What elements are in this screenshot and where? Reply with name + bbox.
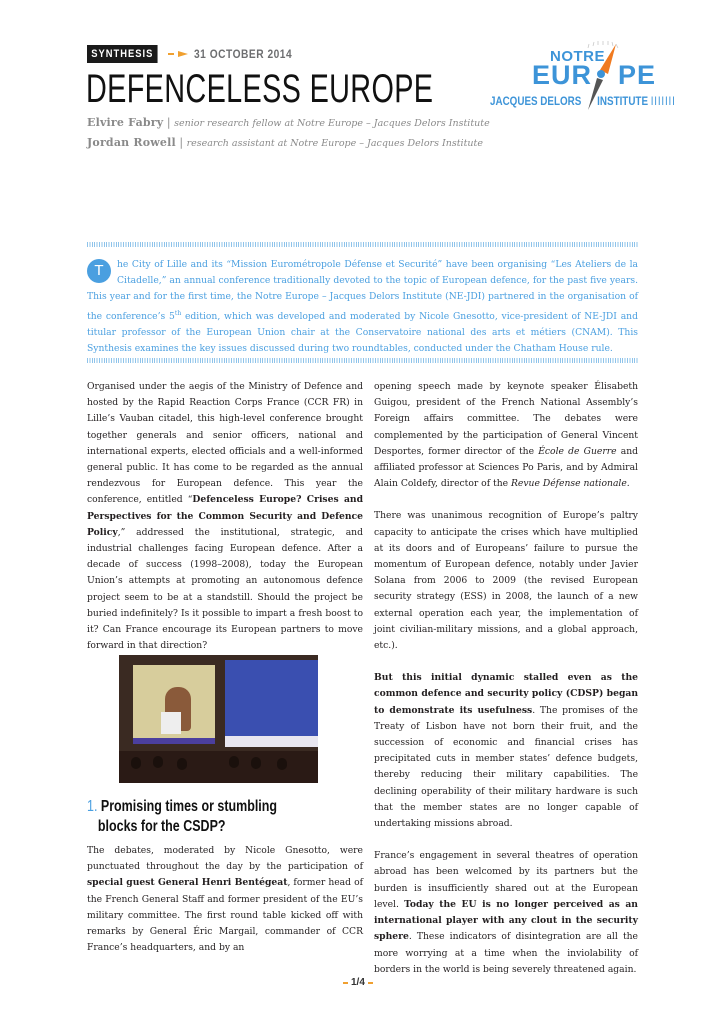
header-tagline <box>87 45 310 63</box>
paragraph: opening speech made by keynote speaker Élisabeth Guigou, president of the French National Assembly’s Foreign affairs committee. The debates were complemented by the participation of General Vincent Desportes, former director of the École de Guerre and affiliated professor at Sciences Po Paris, and by Admiral Alain Coldefy, director of the Revue Défense nationale. <box>374 381 638 490</box>
section-number: 1. <box>87 798 98 815</box>
author-name: Jordan Rowell <box>87 136 176 149</box>
dash-icon <box>368 982 373 984</box>
logo-europe: EUR PE <box>532 60 657 90</box>
right-column <box>374 379 638 994</box>
paragraph: France’s engagement in several theatres of operation abroad has been welcomed by its partners but the burden is insufficiently shared out at the European level. Today the EU is no longer perceived as an international player with any clout in the security sphere. These indicators of disintegration are all the more worrying at a time when the inviolability of borders in the world is being severely threatened again. <box>374 850 638 975</box>
logo-notre: NOTRE <box>550 48 605 65</box>
author-line-1 <box>87 116 490 129</box>
author-name: Elvire Fabry <box>87 116 164 129</box>
author-separator: | <box>166 116 171 129</box>
left-column-continued <box>87 843 363 972</box>
paragraph: Organised under the aegis of the Ministry of Defence and hosted by the Rapid Reaction Corps France (CCR FR) in Lille’s Vauban citadel, this high-level conference brought together generals and senior officers, national and international experts, elected officials and a well-informed general public. It has come to be regarded as the annual rendezvous for European defence. This year the conference, entitled “Defenceless Europe? Crises and Perspectives for the Common Security and Defence Policy,” addressed the institutional, strategic, and industrial challenges facing European defence. After a decade of success (1998–2008), today the European Union’s attempts at promoting an autonomous defence project seem to be at a standstill. Should the project be buried indefinitely? Is it possible to impart a fresh boost to it? Can France encourage its European partners to move forward in that direction? <box>87 381 364 652</box>
author-role: senior research fellow at Notre Europe – Jacques Delors Institute <box>174 118 490 129</box>
notre-europe-logo <box>488 36 678 116</box>
author-separator: | <box>179 136 184 149</box>
author-role: research assistant at Notre Europe – Jacques Delors Institute <box>186 138 483 149</box>
arrow-icon <box>168 53 174 55</box>
publication-date: 31 OCTOBER 2014 <box>194 47 293 61</box>
left-column <box>87 379 363 670</box>
page-number: 1/4 <box>343 977 373 988</box>
arrow-head-icon <box>178 51 188 57</box>
page-title: DEFENCELESS EUROPE <box>86 67 434 111</box>
paragraph: But this initial dynamic stalled even as the common defence and security policy (CDSP) began to demonstrate its usefulness. The promises of the Treaty of Lisbon have not born their fruit, and the succession of economic and financial crises has precipitated cuts in member states’ defence budgets, thereby reducing their military capabilities. The declining operability of their military hardware is such that the member states are no longer capable of undertaking missions abroad. <box>374 672 638 830</box>
paragraph: The debates, moderated by Nicole Gnesotto, were punctuated throughout the day by the participation of special guest General Henri Bentégeat, former head of the French General Staff and former president of the EU’s military committee. The first round table kicked off with remarks by General Éric Margail, commander of CCR France’s headquarters, and by an <box>87 845 363 954</box>
synthesis-tag: SYNTHESIS <box>87 45 158 63</box>
conference-photo <box>119 655 318 783</box>
intro-paragraph: T he City of Lille and its “Mission Eurométropole Défense et Securité” have been organising “Les Ateliers de la Citadelle,” an annual conference traditionally devoted to the topic of European defence, for the past five years. This year and for the first time, the Notre Europe – Jacques Delors Institute (NE-JDI) partnered in the organisation of the conference’s 5th edition, which was developed and moderated by Nicole Gnesotto, vice-president of NE-JDI and titular professor of the European Union chair at the Conservatoire national des arts et métiers (CNAM). This Synthesis examines the key issues discussed during two roundtables, conducted under the Chatham House rule. <box>87 259 638 355</box>
divider-bottom <box>87 358 638 363</box>
logo-institute: JACQUES DELORS INSTITUTE IIIIIII <box>490 94 676 108</box>
dash-icon <box>343 982 348 984</box>
divider-top <box>87 242 638 247</box>
section-heading: 1. Promising times or stumbling blocks for the CSDP? <box>87 798 278 835</box>
paragraph: There was unanimous recognition of Europe’s paltry capacity to anticipate the crises which have multiplied at its doors and of Europeans’ failure to pursue the momentum of European defence, notably under Javier Solana from 2006 to 2009 (the revised European security strategy (ESS) in 2008, the launch of a new external operation each year, the implementation of joint civilian-military missions, and a global approach, etc.). <box>374 510 638 652</box>
author-line-2 <box>87 136 483 149</box>
dropcap: T <box>87 259 111 283</box>
